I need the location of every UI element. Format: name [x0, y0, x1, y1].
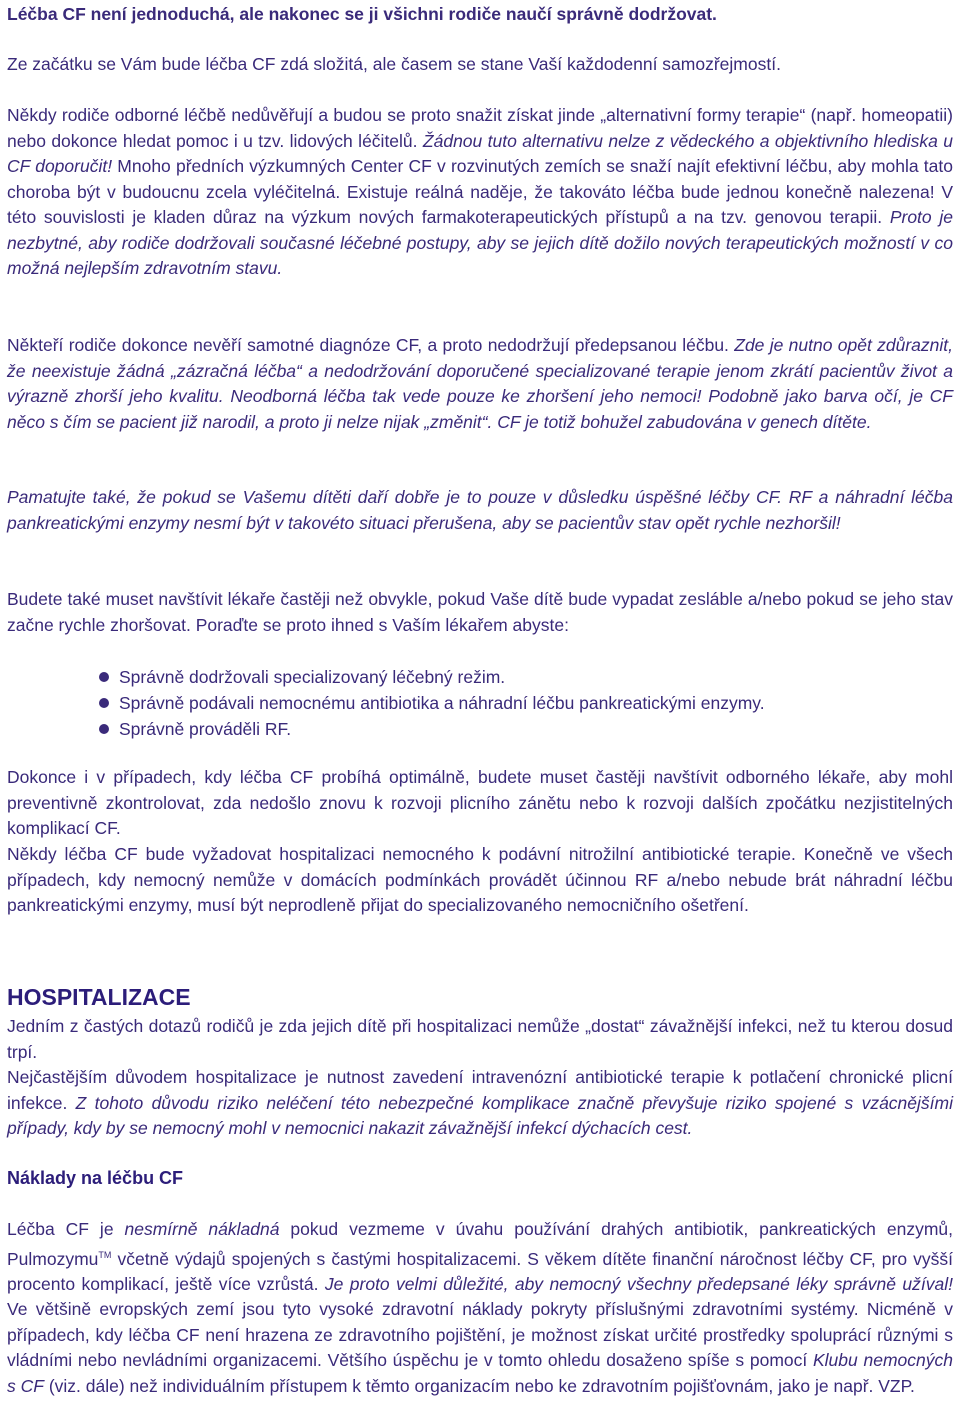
paragraph-diagnosis-disbelief: [7, 333, 953, 435]
p11-text-b: nesmírně nákladná: [124, 1219, 280, 1239]
intro-line: Ze začátku se Vám bude léčba CF zdá složitá, ale časem se stane Vaší každodenní samozřejmostí.: [7, 54, 781, 74]
paragraph-hospitalization-need: Někdy léčba CF bude vyžadovat hospitalizaci nemocného k podávní nitrožilní antibiotické terapie. Konečně ve všech případech, kdy nemocný nemůže v domácích podmínkách provádět účinnou RF a/nebo nebude brát náhradní léčbu pankreatickými enzymy, musí být neprodleně přijat do specializovaného nemocničního ošetření.: [7, 844, 953, 915]
p4-text-b: Zde je nutno opět zdůraznit, že neexistuje žádná „zázračná léčba“ a nedodržování doporučené specializované terapie jenom zkrátí pacientův život a výrazně zhorší jeho kvalitu. Neodborná léčba tak vede pouze ke zhoršení jeho nemoci! Podobně jako barva očí, je CF něco s čím se pacient již narodil, a proto ji nelze nijak „změnit“.: [7, 335, 953, 432]
bullet-icon: [99, 698, 109, 708]
paragraph-costs: [7, 1217, 953, 1399]
p3-text-a: Někdy rodiče odborné léčbě nedůvěřují a budou se proto snažit získat jinde „alternativní formy terapie“ (např. homeopatii) nebo dokonce hledat pomoc i u tzv. lidových léčitelů.: [7, 105, 953, 151]
paragraph-alternative-therapy: [7, 103, 953, 282]
paragraph-optimal-treatment: Dokonce i v případech, kdy léčba CF probíhá optimálně, budete muset častěji navštívit odborného lékaře, aby mohl preventivně zkontrolovat, zda nedošlo znovu k rozvoji plicního zánětu nebo k rozvoji dalších zpočátku nezjistitelných komplikací CF.: [7, 767, 953, 838]
p3-text-c: Mnoho předních výzkumných Center CF v rozvinutých zemích se snaží najít efektivní léčbu, aby mohla tato choroba být v budoucnu zcela vyléčitelná. Existuje reálná naděje, že takováto léčba bude jednou konečně nalezena! V této souvislosti je kladen důraz na výzkum nových farmakoterapeutických přístupů a na tzv. genovou terapii.: [7, 156, 953, 227]
p10-text-a: Nejčastějším důvodem hospitalizace je nutnost zavedení intravenózní antibiotické terapie k potlačení chronické plicní infekce.: [7, 1067, 953, 1113]
p11-text-f: Ve většině evropských zemí jsou tyto vysoké zdravotní náklady pokryty příslušnými zdravotními systémy. Nicméně v případech, kdy léčba CF není hrazena ze zdravotního pojištění, je možnost získat určité prostředky spoluprácí různými s vládními nebo nevládními organizacemi. Většího úspěchu je v tomto ohledu dosaženo spíše s pomocí: [7, 1299, 953, 1371]
bullet-icon: [99, 672, 109, 682]
p3-text-b: Žádnou tuto alternativu nelze z vědeckého a objektivního hlediska u CF doporučit!: [7, 130, 954, 176]
p3-text-d: Proto je nezbytné, aby rodiče dodržovali současné léčebné postupy, aby se jejich dítě dožilo nových terapeutických možností v co možná nejlepším zdravotním stavu.: [7, 207, 953, 278]
list-item: Správně prováděli RF.: [97, 716, 937, 742]
p5-text-b: RF a náhradní léčba pankreatickými enzymy nesmí být v takovéto situaci přerušena, aby se pacientův stav opět rychle nezhoršil!: [7, 487, 953, 533]
list-item: Správně dodržovali specializovaný léčebný režim.: [97, 664, 937, 690]
bullet-list: [97, 664, 937, 742]
p5-text-a: Pamatujte také, že pokud se Vašemu dítěti daří dobře je to pouze v důsledku úspěšné léčby CF.: [7, 487, 782, 507]
paragraph-hospitalization-reason: [7, 1065, 953, 1142]
p11-text-e: Je proto velmi důležité, aby nemocný všechny předepsané léky správně užíval!: [324, 1273, 953, 1294]
section-heading-hospitalizace: HOSPITALIZACE: [7, 984, 191, 1010]
trademark-mark: TM: [98, 1249, 112, 1260]
p11-text-g: Klubu nemocných s CF: [7, 1350, 953, 1396]
p4-text-a: Někteří rodiče dokonce nevěří samotné diagnóze CF, a proto nedodržují předepsanou léčbu.: [7, 335, 735, 355]
p10-text-b: Z tohoto důvodu riziko neléčení této nebezpečné komplikace značně převyšuje riziko spojené s vzácnějšími případy, kdy by se nemocný mohl v nemocnici nakazit závažnější infekcí dýchacích cest.: [7, 1092, 953, 1138]
paragraph-infection-question: Jedním z častých dotazů rodičů je zda jejich dítě při hospitalizaci nemůže „dostat“ závažnější infekci, než tu kterou dosud trpí.: [7, 1016, 953, 1062]
bullet-icon: [99, 724, 109, 734]
p4-text-c: CF je totiž bohužel zabudována v genech dítěte.: [492, 411, 872, 432]
paragraph-remember: [7, 485, 953, 536]
p11-text-c: pokud vezmeme v úvahu používání drahých antibiotik, pankreatických enzymů, Pulmozymu: [7, 1219, 953, 1269]
p11-text-h: (viz. dále) než individuálním přístupem k těmto organizacím nebo ke zdravotním pojišťovnám, jako je např. VZP.: [43, 1375, 915, 1396]
p11-text-a: Léčba CF je: [7, 1219, 125, 1239]
intro-bold-line: Léčba CF není jednoduchá, ale nakonec se ji všichni rodiče naučí správně dodržovat.: [7, 4, 717, 24]
paragraph-doctor-visits: Budete také muset navštívit lékaře častěji než obvykle, pokud Vaše dítě bude vypadat zesláble a/nebo pokud se jeho stav začne rychle zhoršovat. Poraďte se proto ihned s Vaším lékařem abyste:: [7, 589, 953, 635]
section-heading-naklady: Náklady na léčbu CF: [7, 1168, 184, 1188]
p11-text-d: včetně výdajů spojených s častými hospitalizacemi. S věkem dítěte finanční náročnost léčby CF, pro vyšší procento komplikací, ještě více vzrůstá.: [7, 1248, 953, 1294]
list-item: Správně podávali nemocnému antibiotika a náhradní léčbu pankreatickými enzymy.: [97, 690, 937, 716]
